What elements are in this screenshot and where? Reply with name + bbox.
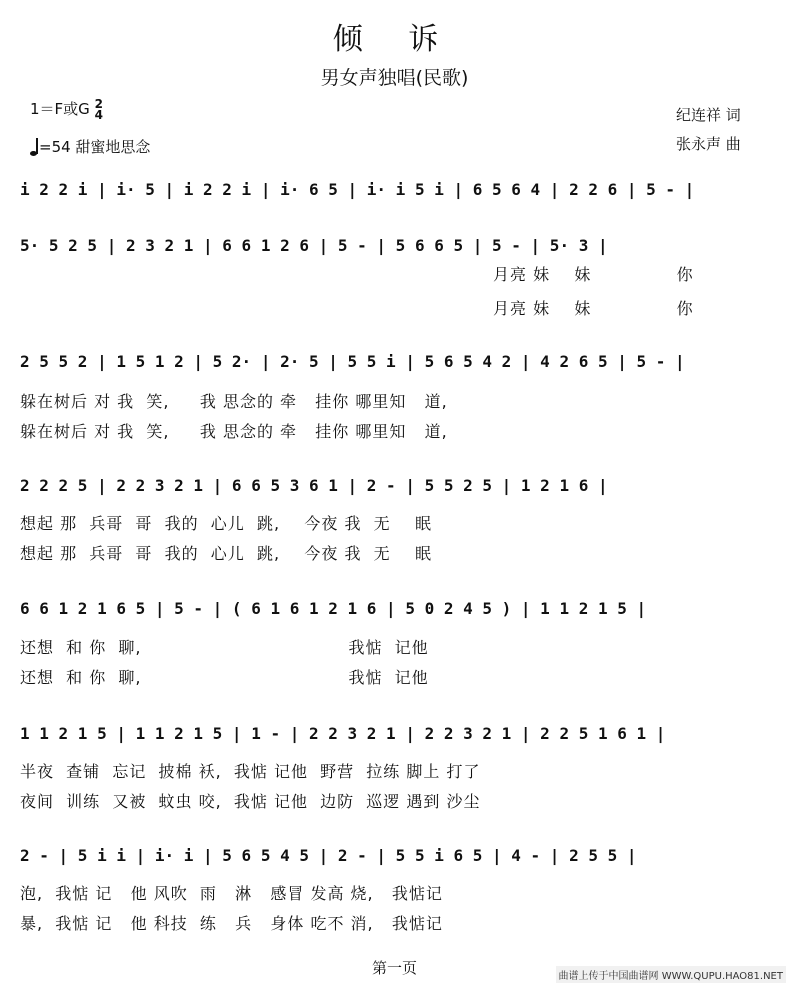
key-text: 1＝F或G: [30, 100, 90, 118]
notation-line-7: 2 - | 5 i i | i· i | 5 6 5 4 5 | 2 - | 5 5 i 6 5 | 4 - | 2 5 5 |: [20, 846, 637, 865]
lyricist-credit: 纪连祥 词: [676, 106, 741, 124]
composer-credit: 张永声 曲: [676, 135, 741, 153]
lyrics-line-6b: 夜间 训练 又被 蚊虫 咬, 我惦 记他 边防 巡逻 遇到 沙尘: [20, 792, 481, 811]
lyrics-line-2a: 月亮 妹 妹 你: [493, 265, 694, 284]
lyrics-line-7b: 暴, 我惦 记 他 科技 练 兵 身体 吃不 消, 我惦记: [20, 914, 443, 933]
quarter-note-icon: [30, 138, 39, 156]
lyrics-line-7a: 泡, 我惦 记 他 风吹 雨 淋 感冒 发高 烧, 我惦记: [20, 884, 443, 903]
notation-line-4: 2 2 2 5 | 2 2 3 2 1 | 6 6 5 3 6 1 | 2 - | 5 5 2 5 | 1 2 1 6 |: [20, 476, 608, 495]
lyrics-line-5b: 还想 和 你 聊, 我惦 记他: [20, 668, 429, 687]
song-title: 倾 诉: [332, 22, 457, 57]
notation-line-6: 1 1 2 1 5 | 1 1 2 1 5 | 1 - | 2 2 3 2 1 | 2 2 3 2 1 | 2 2 5 1 6 1 |: [20, 724, 666, 743]
time-sig-top: 2: [94, 96, 103, 111]
notation-line-2: 5· 5 2 5 | 2 3 2 1 | 6 6 1 2 6 | 5 - | 5 6 6 5 | 5 - | 5· 3 |: [20, 236, 608, 255]
song-subtitle: 男女声独唱(民歌): [320, 67, 469, 89]
lyrics-line-4b: 想起 那 兵哥 哥 我的 心儿 跳, 今夜 我 无 眠: [20, 544, 432, 563]
page-number: 第一页: [371, 959, 417, 977]
watermark-text: 曲谱上传于中国曲谱网 WWW.QUPU.HAO81.NET: [556, 966, 786, 983]
notation-line-5: 6 6 1 2 1 6 5 | 5 - | ( 6 1 6 1 2 1 6 | 5 0 2 4 5 ) | 1 1 2 1 5 |: [20, 599, 647, 618]
lyrics-line-5a: 还想 和 你 聊, 我惦 记他: [20, 638, 429, 657]
time-signature: [94, 96, 103, 122]
notation-line-1: i 2 2 i | i· 5 | i 2 2 i | i· 6 5 | i· i 5 i | 6 5 6 4 | 2 2 6 | 5 - |: [20, 180, 695, 199]
time-sig-bottom: 4: [94, 107, 103, 122]
tempo-marking: [30, 136, 150, 157]
lyrics-line-3b: 躲在树后 对 我 笑, 我 思念的 牵 挂你 哪里知 道,: [20, 422, 448, 441]
key-signature: [30, 98, 103, 121]
lyrics-line-4a: 想起 那 兵哥 哥 我的 心儿 跳, 今夜 我 无 眠: [20, 514, 432, 533]
lyrics-line-3a: 躲在树后 对 我 笑, 我 思念的 牵 挂你 哪里知 道,: [20, 392, 448, 411]
lyrics-line-6a: 半夜 查铺 忘记 披棉 袄, 我惦 记他 野营 拉练 脚上 打了: [20, 762, 481, 781]
notation-line-3: 2 5 5 2 | 1 5 1 2 | 5 2· | 2· 5 | 5 5 i | 5 6 5 4 2 | 4 2 6 5 | 5 - |: [20, 352, 685, 371]
lyrics-line-2b: 月亮 妹 妹 你: [493, 299, 694, 318]
tempo-text: =54 甜蜜地思念: [39, 138, 151, 156]
